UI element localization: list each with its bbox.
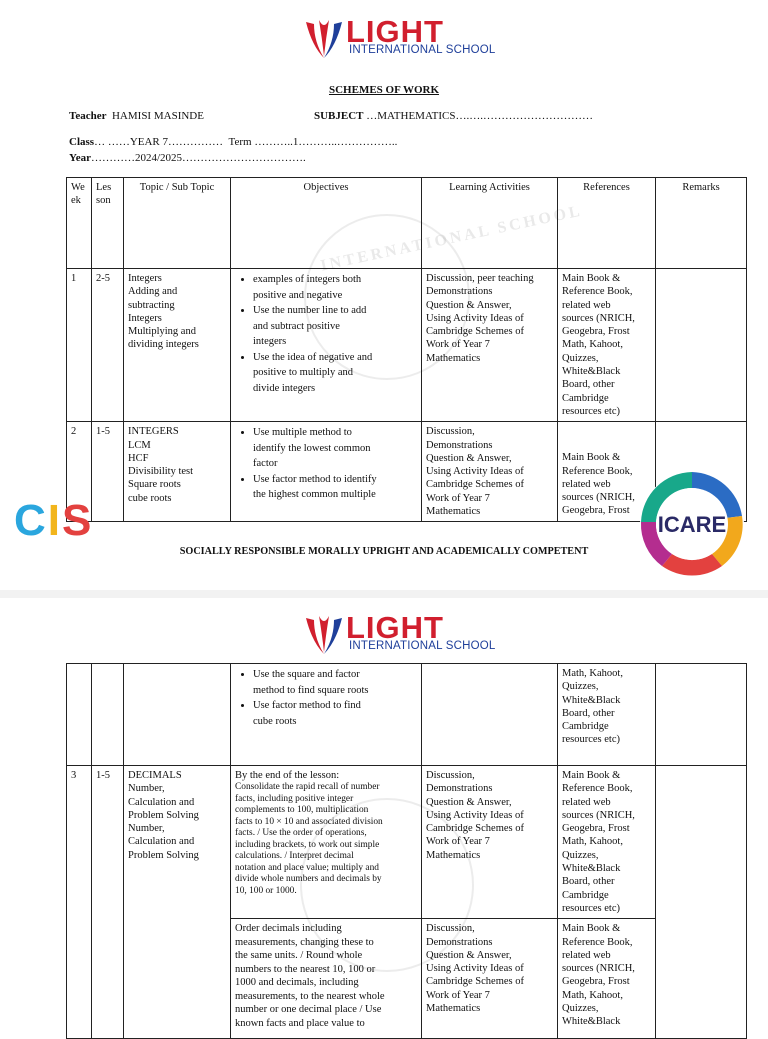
- term-label: Term: [228, 136, 252, 148]
- list-item: • Use factor method to find cube roots: [253, 698, 417, 729]
- lesson-cell: 1-5: [92, 766, 124, 1039]
- list-item: • examples of integers both positive and negative: [253, 272, 417, 303]
- table-row: [67, 766, 747, 919]
- list-item: • Use the idea of negative and positive to multiply and divide integers: [253, 350, 417, 397]
- document-page-2: [0, 598, 768, 1028]
- week-cell: [67, 664, 92, 766]
- flame-logo-icon: [302, 612, 346, 656]
- header-activities: Learning Activities: [422, 178, 558, 269]
- cis-letter-i: I: [47, 496, 63, 545]
- school-motto: SOCIALLY RESPONSIBLE MORALLY UPRIGHT AND ACADEMICALLY COMPETENT: [179, 546, 589, 557]
- teacher-value: HAMISI MASINDE: [111, 110, 204, 122]
- header-lesson: Les son: [92, 178, 124, 269]
- remarks-cell: [656, 766, 747, 1039]
- subject-value: …MATHEMATICS….….…………………………: [366, 110, 594, 122]
- flame-logo-icon: [302, 16, 346, 60]
- topic-cell: Integers Adding and subtracting Integers Multiplying and dividing integers: [124, 269, 231, 422]
- topic-cell: DECIMALS Number, Calculation and Problem Solving Number, Calculation and Problem Solving: [124, 766, 231, 1039]
- school-name: LIGHT: [346, 610, 444, 645]
- week-cell: 2: [67, 422, 92, 522]
- table-header-row: [67, 178, 747, 269]
- references-cell: Main Book & Reference Book, related web sources (NRICH, Geogebra, Frost Math, Kahoot, Quizzes, White&Black Board, other Cambridge resources etc): [558, 766, 656, 919]
- class-label: Class: [69, 136, 95, 148]
- subject-line: [314, 110, 593, 122]
- lesson-cell: [92, 664, 124, 766]
- week-cell: 1: [67, 269, 92, 422]
- objectives-cell: [231, 269, 422, 422]
- school-subtitle: INTERNATIONAL SCHOOL: [349, 44, 496, 56]
- topic-cell: [124, 664, 231, 766]
- document-title: SCHEMES OF WORK: [328, 84, 440, 96]
- list-item: • Use factor method to identify the highest common multiple: [253, 472, 417, 503]
- school-name: LIGHT: [346, 14, 444, 49]
- list-item: • Use multiple method to identify the lowest common factor: [253, 425, 417, 472]
- cis-letter-c: C: [14, 496, 48, 545]
- schemes-table-continued: [66, 663, 747, 1039]
- class-line: [69, 136, 397, 148]
- teacher-line: [69, 110, 204, 122]
- activities-cell: Discussion, Demonstrations Question & Answer, Using Activity Ideas of Cambridge Schemes of Work of Year 7 Mathematics: [422, 919, 558, 1039]
- icare-badge-icon: [638, 470, 746, 578]
- school-subtitle: INTERNATIONAL SCHOOL: [349, 640, 496, 652]
- objectives-cell: By the end of the lesson: Consolidate the rapid recall of number facts, including positive integer complements to 100, multiplication facts to 10 × 10 and associated division facts. / Use the order of operations, including brackets, to work out simple calculations. / Interpret decimal notation and place value; multiply and divide whole numbers and decimals by 10, 100 or 1000.: [231, 766, 422, 919]
- term-value: ………..1………..……………..: [254, 136, 398, 148]
- icare-text: ICARE: [657, 512, 727, 537]
- week-cell: 3: [67, 766, 92, 1039]
- header-objectives: Objectives: [231, 178, 422, 269]
- table-row: [67, 269, 747, 422]
- year-line: [69, 152, 306, 164]
- class-value: … ……YEAR 7……………: [94, 136, 224, 148]
- header-references: References: [558, 178, 656, 269]
- list-item: • Use the square and factor method to find square roots: [253, 667, 417, 698]
- objectives-intro: By the end of the lesson:: [235, 770, 340, 781]
- school-logo: [302, 610, 496, 656]
- subject-label: SUBJECT: [314, 110, 364, 122]
- watermark-text: INTERNATIONAL SCHOOL: [319, 202, 585, 275]
- year-label: Year: [69, 152, 91, 164]
- references-cell: Main Book & Reference Book, related web sources (NRICH, Geogebra, Frost Math, Kahoot, Quizzes, White&Black Board, other Cambridge resources etc): [558, 269, 656, 422]
- header-remarks: Remarks: [656, 178, 747, 269]
- year-value: …………2024/2025…………………………….: [91, 152, 306, 164]
- cis-logo: [14, 496, 93, 546]
- page-gap: [0, 590, 768, 598]
- objectives-cell: Order decimals including measurements, changing these to the same units. / Round whole numbers to the nearest 10, 100 or 1000 and decimals, including measurements, to the nearest whole number or one decimal place / Use known facts and place value to: [231, 919, 422, 1039]
- lesson-cell: 1-5: [92, 422, 124, 522]
- objectives-cell: [231, 664, 422, 766]
- references-cell: Main Book & Reference Book, related web sources (NRICH, Geogebra, Frost: [558, 422, 656, 522]
- list-item: • Use the number line to add and subtract positive integers: [253, 303, 417, 350]
- school-logo: [302, 14, 496, 60]
- objectives-cell: [231, 422, 422, 522]
- table-row: [67, 664, 747, 766]
- activities-cell: [422, 664, 558, 766]
- remarks-cell: [656, 269, 747, 422]
- activities-cell: Discussion, peer teaching Demonstrations Question & Answer, Using Activity Ideas of Cambridge Schemes of Work of Year 7 Mathematics: [422, 269, 558, 422]
- activities-cell: Discussion, Demonstrations Question & Answer, Using Activity Ideas of Cambridge Schemes of Work of Year 7 Mathematics: [422, 766, 558, 919]
- topic-cell: INTEGERS LCM HCF Divisibility test Square roots cube roots: [124, 422, 231, 522]
- cis-letter-s: S: [62, 496, 94, 545]
- references-cell: Main Book & Reference Book, related web sources (NRICH, Geogebra, Frost Math, Kahoot, Quizzes, White&Black: [558, 919, 656, 1039]
- header-topic: Topic / Sub Topic: [124, 178, 231, 269]
- lesson-cell: 2-5: [92, 269, 124, 422]
- remarks-cell: [656, 664, 747, 766]
- references-cell: Math, Kahoot, Quizzes, White&Black Board, other Cambridge resources etc): [558, 664, 656, 766]
- activities-cell: Discussion, Demonstrations Question & Answer, Using Activity Ideas of Cambridge Schemes of Work of Year 7 Mathematics: [422, 422, 558, 522]
- teacher-label: Teacher: [69, 110, 107, 122]
- header-week: We ek: [67, 178, 92, 269]
